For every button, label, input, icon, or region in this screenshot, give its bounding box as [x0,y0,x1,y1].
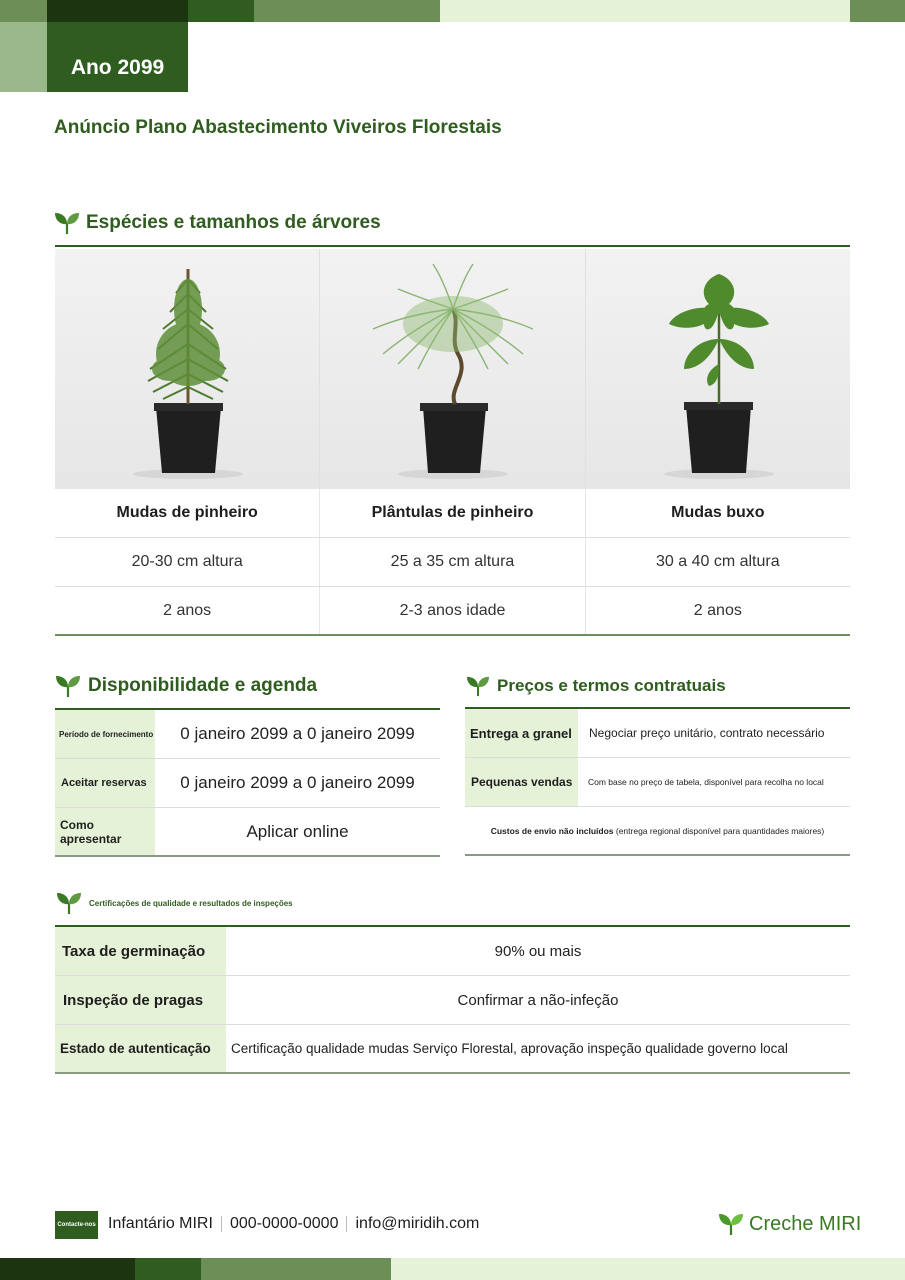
availability-key: Aceitar reservas [55,759,155,807]
species-height-cell: 20-30 cm altura [55,538,320,586]
quality-heading-text: Certificações de qualidade e resultados de inspeções [89,898,293,908]
bottom-bar-segment [135,1258,201,1280]
pricing-key: Pequenas vendas [465,758,578,806]
species-heading-text: Espécies e tamanhos de árvores [86,212,381,233]
pricing-row [465,758,850,807]
quality-key: Inspeção de pragas [55,976,226,1024]
footer-divider [221,1216,222,1232]
year-badge [47,22,188,92]
availability-value: 0 janeiro 2099 a 0 janeiro 2099 [180,773,415,792]
top-decorative-bar [0,0,905,22]
footer-email[interactable]: info@miridih.com [355,1215,480,1232]
pricing-value: Com base no preço de tabela, disponível para recolha no local [588,777,824,787]
pricing-row [465,709,850,758]
species-age-cell: 2 anos [693,601,742,619]
sprout-icon [54,211,80,235]
quality-value: Certificação qualidade mudas Serviço Florestal, aprovação inspeção qualidade governo local [231,1041,788,1056]
quality-key: Taxa de germinação [55,927,226,975]
quality-section-heading [55,891,293,915]
availability-key: Período de fornecimento [55,710,155,758]
pricing-key: Entrega a granel [465,709,578,757]
species-age-cell: 2 anos [55,587,320,634]
species-section-heading [54,211,381,235]
species-name-cell: Mudas buxo [671,504,765,521]
quality-value: 90% ou mais [494,942,582,960]
availability-row [55,710,440,759]
top-bar-segment [440,0,850,22]
top-bar-segment [254,0,440,22]
species-age-cell: 2-3 anos idade [320,587,585,634]
species-height-cell: 30 a 40 cm altura [656,553,780,570]
brand-name: Creche MIRI [749,1212,862,1235]
top-bar-segment [850,0,905,22]
pricing-section-heading [465,675,726,697]
pine-sapling-image [320,249,585,489]
footer-contact-info [108,1215,479,1233]
sprout-icon [717,1212,745,1236]
pricing-heading-text: Preços e termos contratuais [497,676,726,695]
year-box-accent [0,22,47,92]
oak-seedling-image [586,249,851,489]
bottom-bar-segment [391,1258,905,1280]
contact-button[interactable] [55,1211,98,1239]
availability-key: Como apresentar [55,808,155,855]
brand-logo [717,1212,861,1236]
quality-row [55,927,850,976]
availability-value: 0 janeiro 2099 a 0 janeiro 2099 [180,724,415,743]
bottom-bar-segment [0,1258,135,1280]
quality-row [55,1025,850,1074]
pine-sapling-photo [320,249,585,489]
year-label: Ano 2099 [70,56,165,79]
footer-phone: 000-0000-0000 [229,1215,339,1232]
pricing-note-row [465,807,850,856]
top-bar-segment [47,0,188,22]
quality-row [55,976,850,1025]
pine-seedling-image [55,249,320,489]
species-table [55,249,850,636]
pine-seedling-photo [55,249,320,489]
pricing-table [465,709,850,856]
footer-divider [346,1216,347,1232]
species-height-cell: 25 a 35 cm altura [320,538,585,586]
species-name-cell: Plântulas de pinheiro [320,489,585,537]
species-age-row [55,587,850,636]
document-title: Anúncio Plano Abastecimento Viveiros Florestais [54,117,502,138]
availability-section-heading [54,674,317,698]
availability-table [55,710,440,857]
sprout-icon [465,675,491,697]
sprout-icon [55,891,83,915]
sprout-icon [54,674,82,698]
species-heading-rule [55,245,850,247]
availability-row [55,759,440,808]
pricing-value: Negociar preço unitário, contrato necessário [589,726,825,740]
species-name-row [55,489,850,538]
oak-seedling-photo [586,249,850,489]
availability-row [55,808,440,857]
bottom-bar-segment [201,1258,391,1280]
top-bar-segment [0,0,47,22]
availability-heading-text: Disponibilidade e agenda [88,675,318,696]
quality-value: Confirmar a não-infeção [457,991,619,1009]
species-photos [55,249,850,489]
contact-label: Contacte-nos [57,1222,96,1228]
top-bar-segment [188,0,254,22]
quality-table [55,927,850,1074]
shipping-note-rest: (entrega regional disponível para quantidades maiores) [613,825,825,836]
shipping-note-bold: Custos de envio não incluídos [490,825,614,836]
quality-key: Estado de autenticação [55,1025,226,1072]
footer-org: Infantário MIRI [108,1215,213,1232]
species-name-cell: Mudas de pinheiro [55,489,320,537]
availability-value: Aplicar online [246,821,349,841]
species-height-row [55,538,850,587]
